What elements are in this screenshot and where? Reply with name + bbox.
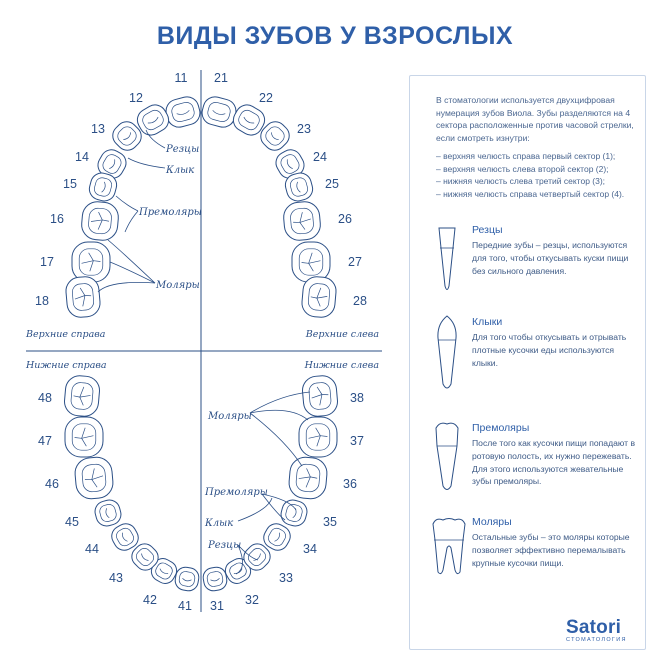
quadrant-upper-right: Верхние справа	[26, 329, 106, 340]
leader-line	[250, 410, 308, 420]
label-upper-molars: Моляры	[156, 280, 200, 291]
tooth-number-lower-right: 43	[109, 571, 123, 585]
label-upper-incisors: Резцы	[166, 144, 200, 155]
leader-line	[110, 262, 155, 283]
tooth-number-lower-right: 44	[85, 542, 99, 556]
tooth	[65, 417, 103, 457]
tooth	[93, 498, 124, 529]
quadrant-lower-right: Нижние справа	[26, 360, 107, 371]
tooth-number-lower-left: 33	[279, 571, 293, 585]
tooth	[282, 201, 321, 242]
tooth-number-lower-left: 32	[245, 593, 259, 607]
tooth-number-lower-right: 48	[38, 391, 52, 405]
tooth	[301, 375, 338, 418]
label-upper-premolars: Премоляры	[139, 207, 202, 218]
leader-line	[250, 392, 310, 413]
logo-subtitle: СТОМАТОЛОГИЯ	[566, 637, 627, 643]
page-title: ВИДЫ ЗУБОВ У ВЗРОСЛЫХ	[156, 22, 514, 50]
tooth-number-upper-right: 13	[91, 122, 105, 136]
tooth-number-lower-left: 38	[350, 391, 364, 405]
tooth	[174, 566, 201, 593]
tooth	[199, 94, 238, 130]
tooth-number-upper-left: 25	[325, 177, 339, 191]
section-text: Для того чтобы откусывать и отрывать плотные кусочки еды используются клыки.	[472, 332, 627, 368]
section-title: Клыки	[472, 316, 503, 328]
sector-item: – нижняя челюсть слева третий сектор (3);	[436, 176, 606, 187]
label-upper-canine: Клык	[166, 165, 195, 176]
tooth-number-upper-left: 23	[297, 122, 311, 136]
leader-line	[128, 158, 165, 168]
tooth-number-lower-left: 36	[343, 477, 357, 491]
molar-tooth-icon	[430, 516, 468, 578]
tooth-number-upper-left: 21	[214, 71, 228, 85]
logo-brand: Satori	[566, 617, 622, 638]
label-lower-incisors: Резцы	[208, 540, 242, 551]
tooth-number-upper-right: 16	[50, 212, 64, 226]
premolar-tooth-icon	[432, 420, 462, 495]
sector-list	[436, 150, 636, 200]
tooth-number-upper-right: 11	[174, 71, 188, 85]
section-premolars	[472, 422, 642, 488]
incisor-tooth-icon	[432, 226, 462, 296]
tooth-number-lower-left: 34	[303, 542, 317, 556]
tooth-number-lower-right: 47	[38, 434, 52, 448]
tooth	[202, 566, 229, 593]
info-panel	[409, 75, 646, 650]
label-lower-premolars: Премоляры	[205, 487, 268, 498]
quadrant-upper-left: Верхние слева	[305, 329, 379, 340]
tooth-number-upper-left: 27	[348, 255, 362, 269]
section-text: Передние зубы – резцы, используются для того, чтобы откусывать куски пищи без сильного давления.	[472, 240, 629, 276]
tooth	[292, 242, 330, 282]
tooth-number-upper-left: 26	[338, 212, 352, 226]
tooth	[65, 276, 101, 319]
tooth-number-upper-right: 17	[40, 255, 54, 269]
intro-paragraph: В стоматологии используется двухцифровая нумерация зубов Виола. Зубы разделяются на 4 сектора расположенные против часовой стрелки, если смотреть изнутри:	[436, 95, 634, 143]
canine-tooth-icon	[432, 314, 462, 394]
quadrant-lower-left: Нижние слева	[304, 360, 379, 371]
leader-line	[98, 282, 155, 292]
tooth	[74, 456, 114, 500]
section-title: Резцы	[472, 224, 503, 236]
satori-logo	[566, 617, 636, 643]
tooth-number-lower-left: 37	[350, 434, 364, 448]
tooth	[288, 456, 328, 500]
tooth	[279, 498, 310, 529]
tooth-number-lower-right: 46	[45, 477, 59, 491]
section-title: Моляры	[472, 516, 512, 528]
sector-item: – верхняя челюсть справа первый сектор (1);	[436, 151, 616, 162]
section-title: Премоляры	[472, 422, 530, 434]
tooth-number-lower-left: 35	[323, 515, 337, 529]
section-text: Остальные зубы – это моляры которые позволяет эффективно перемалывать крупные кусочки пищи.	[472, 532, 630, 568]
tooth-number-lower-right: 42	[143, 593, 157, 607]
tooth	[63, 375, 100, 418]
leader-line	[250, 413, 302, 466]
tooth-number-upper-right: 14	[75, 150, 89, 164]
tooth-number-upper-left: 28	[353, 294, 367, 308]
leader-line	[238, 498, 272, 521]
sector-item: – верхняя челюсть слева второй сектор (2);	[436, 163, 609, 174]
sector-item: – нижняя челюсть справа четвертый сектор (4).	[436, 188, 625, 199]
label-lower-molars: Моляры	[208, 411, 252, 422]
section-molars	[472, 516, 642, 569]
tooth-number-upper-left: 22	[259, 91, 273, 105]
section-text: После того как кусочки пищи попадают в ротовую полость, их нужно пережевать. Для этого используются жевательные зубы премоляры.	[472, 438, 636, 487]
intro-text	[436, 94, 636, 200]
label-lower-canine: Клык	[205, 518, 234, 529]
tooth	[301, 276, 337, 319]
tooth-number-upper-left: 24	[313, 150, 327, 164]
leader-line	[108, 240, 155, 283]
tooth	[80, 201, 119, 242]
leader-line	[116, 196, 138, 211]
section-incisors	[472, 224, 642, 277]
tooth	[72, 242, 110, 282]
tooth-number-upper-right: 18	[35, 294, 49, 308]
tooth-number-lower-right: 45	[65, 515, 79, 529]
tooth-number-upper-right: 15	[63, 177, 77, 191]
tooth	[299, 417, 337, 457]
tooth-number-upper-right: 12	[129, 91, 143, 105]
leader-line	[125, 211, 138, 232]
tooth-number-lower-right: 41	[178, 599, 192, 613]
tooth	[163, 94, 202, 130]
section-canines	[472, 316, 642, 369]
tooth-number-lower-left: 31	[210, 599, 224, 613]
